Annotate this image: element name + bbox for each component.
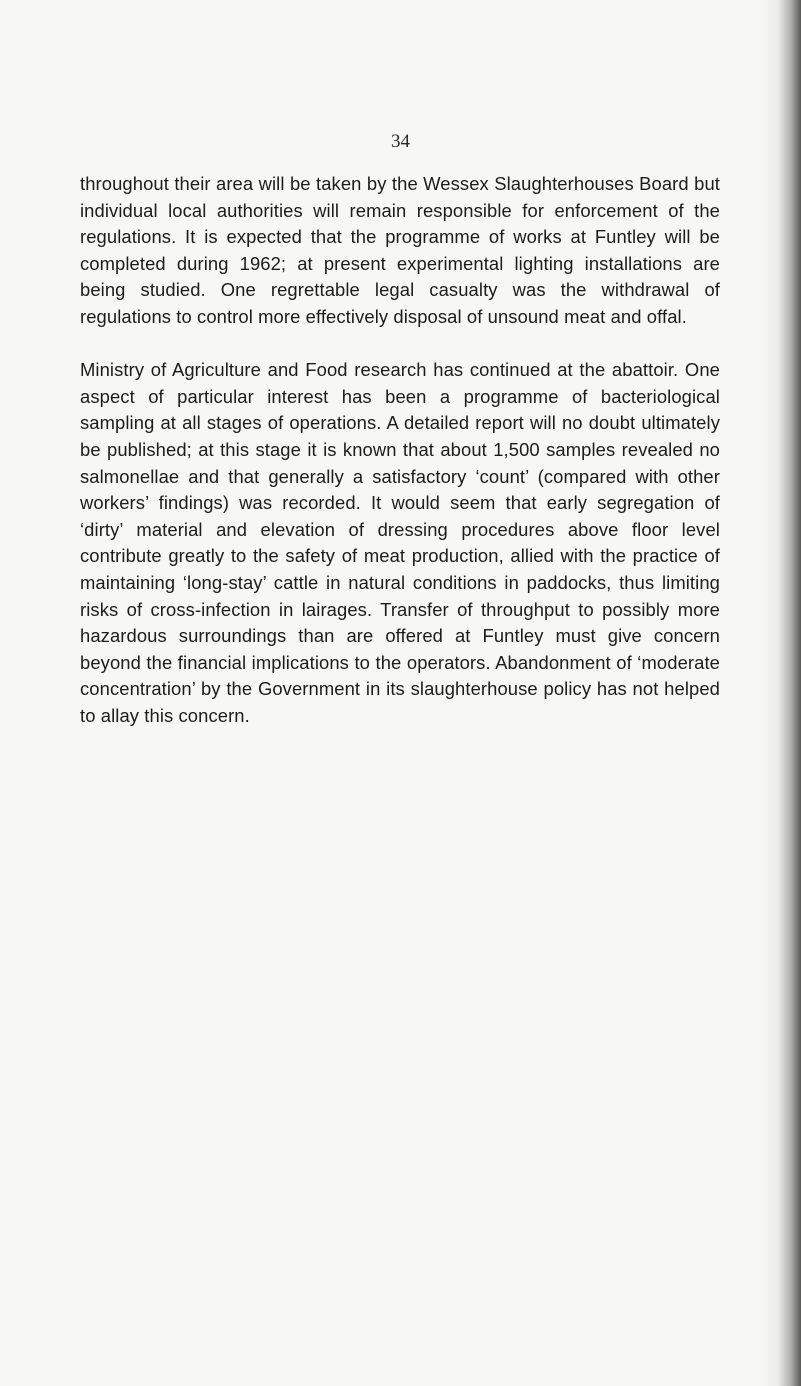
body-text: [80, 171, 720, 729]
paragraph-1: throughout their area will be taken by the Wessex Slaughterhouses Board but individual local authorities will remain responsible for enforcement of the regulations. It is expected that the programme of works at Funtley will be completed during 1962; at present experimental lighting installations are being studied. One regrettable legal casualty was the withdrawal of regulations to control more effectively disposal of unsound meat and offal.: [80, 173, 720, 327]
paragraph-2: Ministry of Agriculture and Food research has continued at the abattoir. One aspect of particular interest has been a programme of bacteriological sampling at all stages of operations. A detailed report will no doubt ultimately be published; at this stage it is known that about 1,500 samples revealed no salmonellae and that generally a satisfactory ‘count’ (compared with other workers’ findings) was recorded. It would seem that early segregation of ‘dirty’ material and elevation of dressing procedures above floor level contribute greatly to the safety of meat production, allied with the practice of maintaining ‘long-stay’ cattle in natural conditions in paddocks, thus limiting risks of cross-infection in lairages. Transfer of throughput to possibly more hazardous surroundings than are offered at Funtley must give concern beyond the financial implications to the operators. Abandonment of ‘moderate concentration’ by the Government in its slaughterhouse policy has not helped to allay this concern.: [80, 359, 720, 726]
page-binding-shadow: [759, 0, 801, 1386]
page-number: 34: [391, 131, 410, 152]
